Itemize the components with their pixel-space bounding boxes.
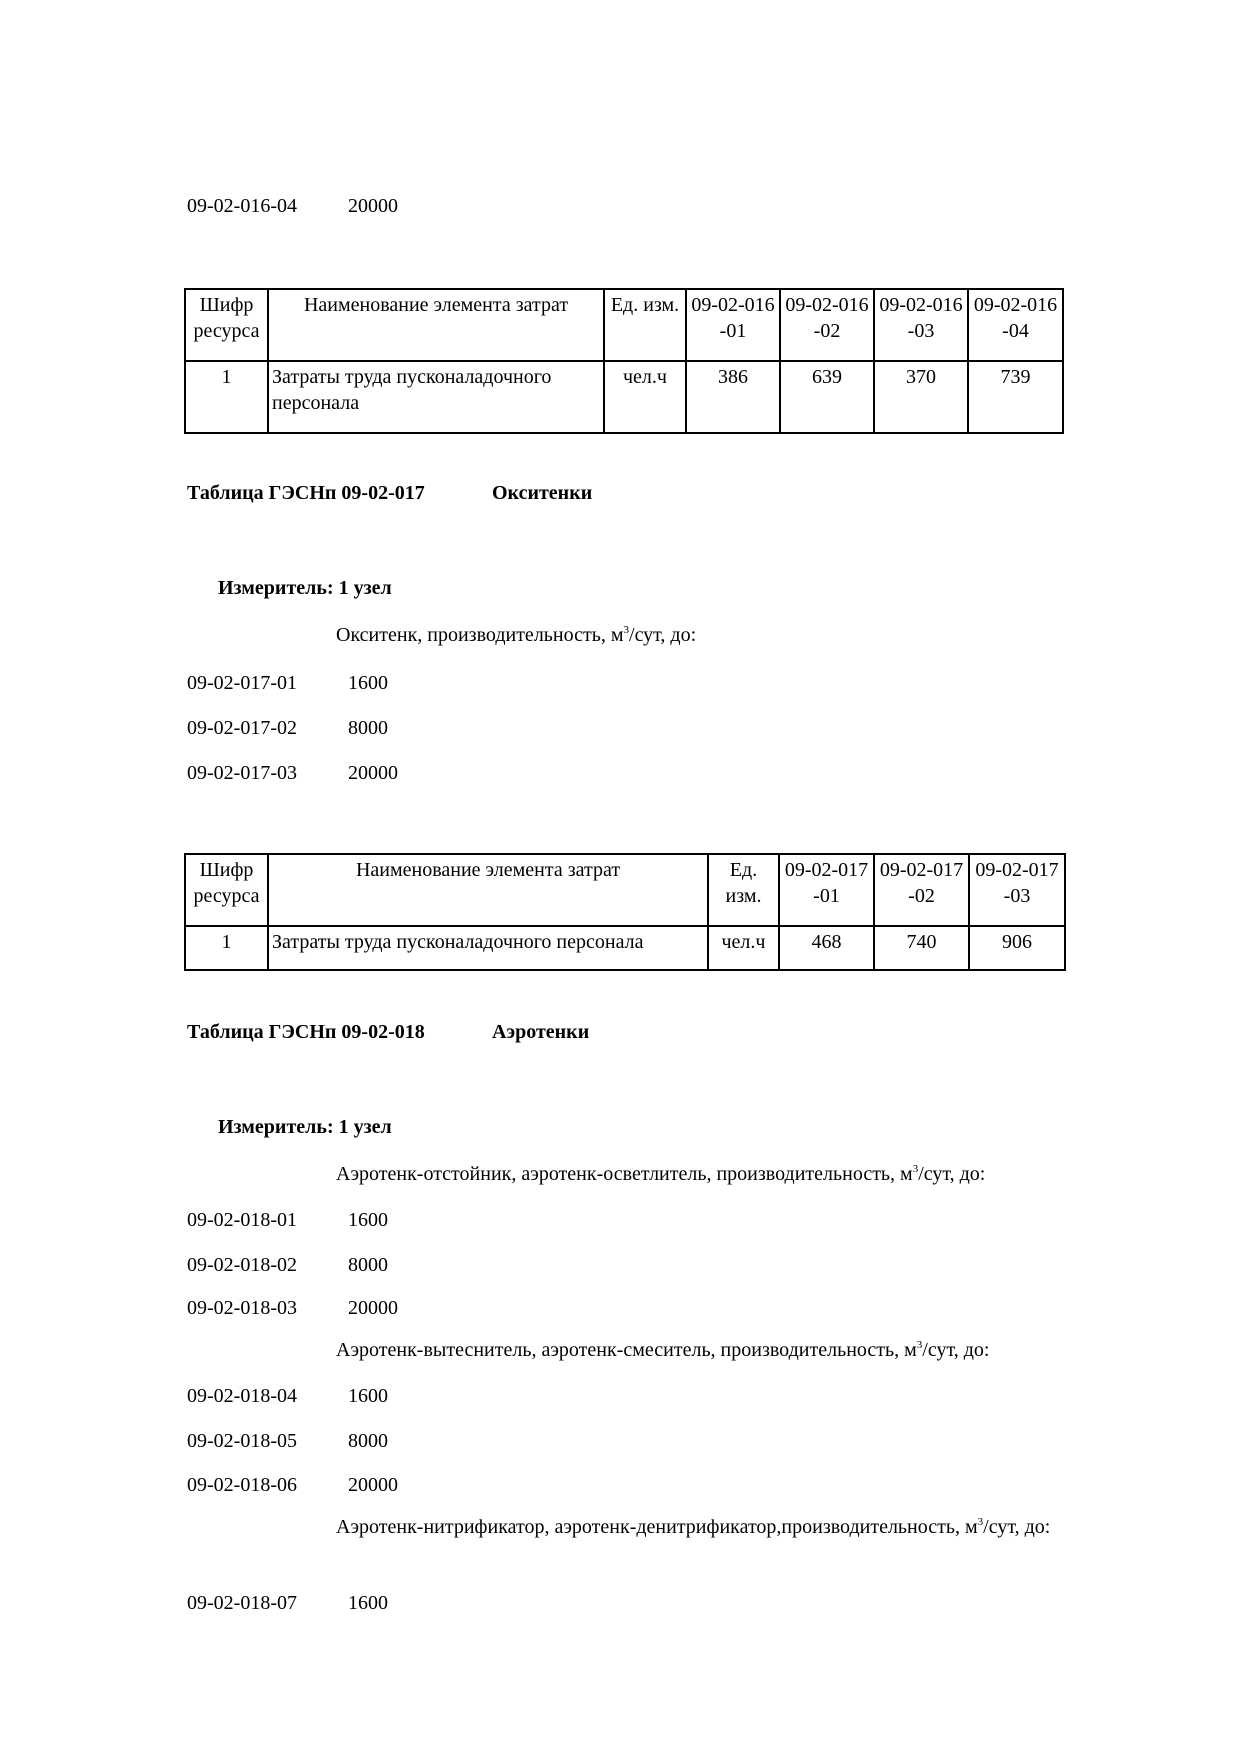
norm-code: 09-02-018-05 (187, 1430, 297, 1452)
cell-value: 370 (874, 361, 968, 433)
cell-value: 740 (874, 926, 969, 970)
norm-value: 20000 (348, 195, 398, 217)
table-header-row (185, 289, 1063, 361)
caption (336, 1161, 985, 1187)
header-norm-code: 09-02-016-04 (968, 289, 1063, 361)
norm-value: 20000 (348, 762, 398, 784)
caption-superscript: 3 (977, 1516, 984, 1528)
header-norm-code: 09-02-017-03 (969, 854, 1065, 926)
header-unit: Ед. изм. (604, 289, 686, 361)
resource-table-017 (184, 853, 1066, 971)
meter-label: Измеритель: 1 узел (218, 577, 392, 599)
norm-code: 09-02-017-03 (187, 762, 297, 784)
cell-unit: чел.ч (604, 361, 686, 433)
caption (336, 1514, 1056, 1540)
header-cost-element: Наименование элемента затрат (268, 854, 708, 926)
caption-superscript: 3 (916, 1339, 923, 1351)
norm-code: 09-02-016-04 (187, 195, 297, 217)
header-norm-code: 09-02-016-02 (780, 289, 874, 361)
table-title: Таблица ГЭСНп 09-02-017 (187, 482, 425, 504)
caption (336, 1337, 989, 1363)
caption-superscript: 3 (912, 1163, 919, 1175)
table-name: Аэротенки (492, 1021, 590, 1043)
caption-text: Аэротенк-вытеснитель, аэротенк-смеситель, производительность, м (336, 1339, 917, 1361)
header-resource-code: Шифр ресурса (185, 289, 268, 361)
norm-code: 09-02-018-06 (187, 1474, 297, 1496)
norm-value: 1600 (348, 1209, 388, 1231)
caption-tail: /сут, до: (983, 1516, 1051, 1538)
caption-tail: /сут, до: (922, 1339, 990, 1361)
caption-text: Аэротенк-отстойник, аэротенк-осветлитель, производительность, м (336, 1163, 913, 1185)
norm-value: 8000 (348, 717, 388, 739)
norm-code: 09-02-018-01 (187, 1209, 297, 1231)
cell-resource-code: 1 (185, 361, 268, 433)
table-name: Окситенки (492, 482, 593, 504)
caption-tail: /сут, до: (629, 624, 697, 646)
norm-value: 1600 (348, 1592, 388, 1614)
header-norm-code: 09-02-016-01 (686, 289, 780, 361)
cell-value: 386 (686, 361, 780, 433)
table-row (185, 361, 1063, 433)
table-title: Таблица ГЭСНп 09-02-018 (187, 1021, 425, 1043)
norm-code: 09-02-018-02 (187, 1254, 297, 1276)
header-norm-code: 09-02-016-03 (874, 289, 968, 361)
norm-code: 09-02-018-04 (187, 1385, 297, 1407)
norm-code: 09-02-017-01 (187, 672, 297, 694)
table-header-row (185, 854, 1065, 926)
cell-resource-code: 1 (185, 926, 268, 970)
norm-value: 8000 (348, 1254, 388, 1276)
header-norm-code: 09-02-017-01 (779, 854, 874, 926)
cell-value: 468 (779, 926, 874, 970)
header-resource-code: Шифр ресурса (185, 854, 268, 926)
header-norm-code: 09-02-017-02 (874, 854, 969, 926)
cell-value: 906 (969, 926, 1065, 970)
cell-unit: чел.ч (708, 926, 779, 970)
norm-code: 09-02-018-03 (187, 1297, 297, 1319)
resource-table-016 (184, 288, 1064, 434)
table-row (185, 926, 1065, 970)
caption-text: Аэротенк-нитрификатор, аэротенк-денитрификатор,производительность, м (336, 1516, 978, 1538)
cell-cost-element: Затраты труда пусконаладочного персонала (268, 926, 708, 970)
norm-value: 1600 (348, 672, 388, 694)
norm-code: 09-02-018-07 (187, 1592, 297, 1614)
norm-value: 20000 (348, 1474, 398, 1496)
header-unit: Ед. изм. (708, 854, 779, 926)
norm-code: 09-02-017-02 (187, 717, 297, 739)
norm-value: 1600 (348, 1385, 388, 1407)
caption-text: Окситенк, производительность, м (336, 624, 624, 646)
cell-value: 639 (780, 361, 874, 433)
header-cost-element: Наименование элемента затрат (268, 289, 604, 361)
caption-tail: /сут, до: (918, 1163, 986, 1185)
cell-cost-element: Затраты труда пусконаладочного персонала (268, 361, 604, 433)
meter-label: Измеритель: 1 узел (218, 1116, 392, 1138)
caption (336, 622, 696, 648)
cell-value: 739 (968, 361, 1063, 433)
norm-value: 20000 (348, 1297, 398, 1319)
norm-value: 8000 (348, 1430, 388, 1452)
caption-superscript: 3 (623, 624, 630, 636)
